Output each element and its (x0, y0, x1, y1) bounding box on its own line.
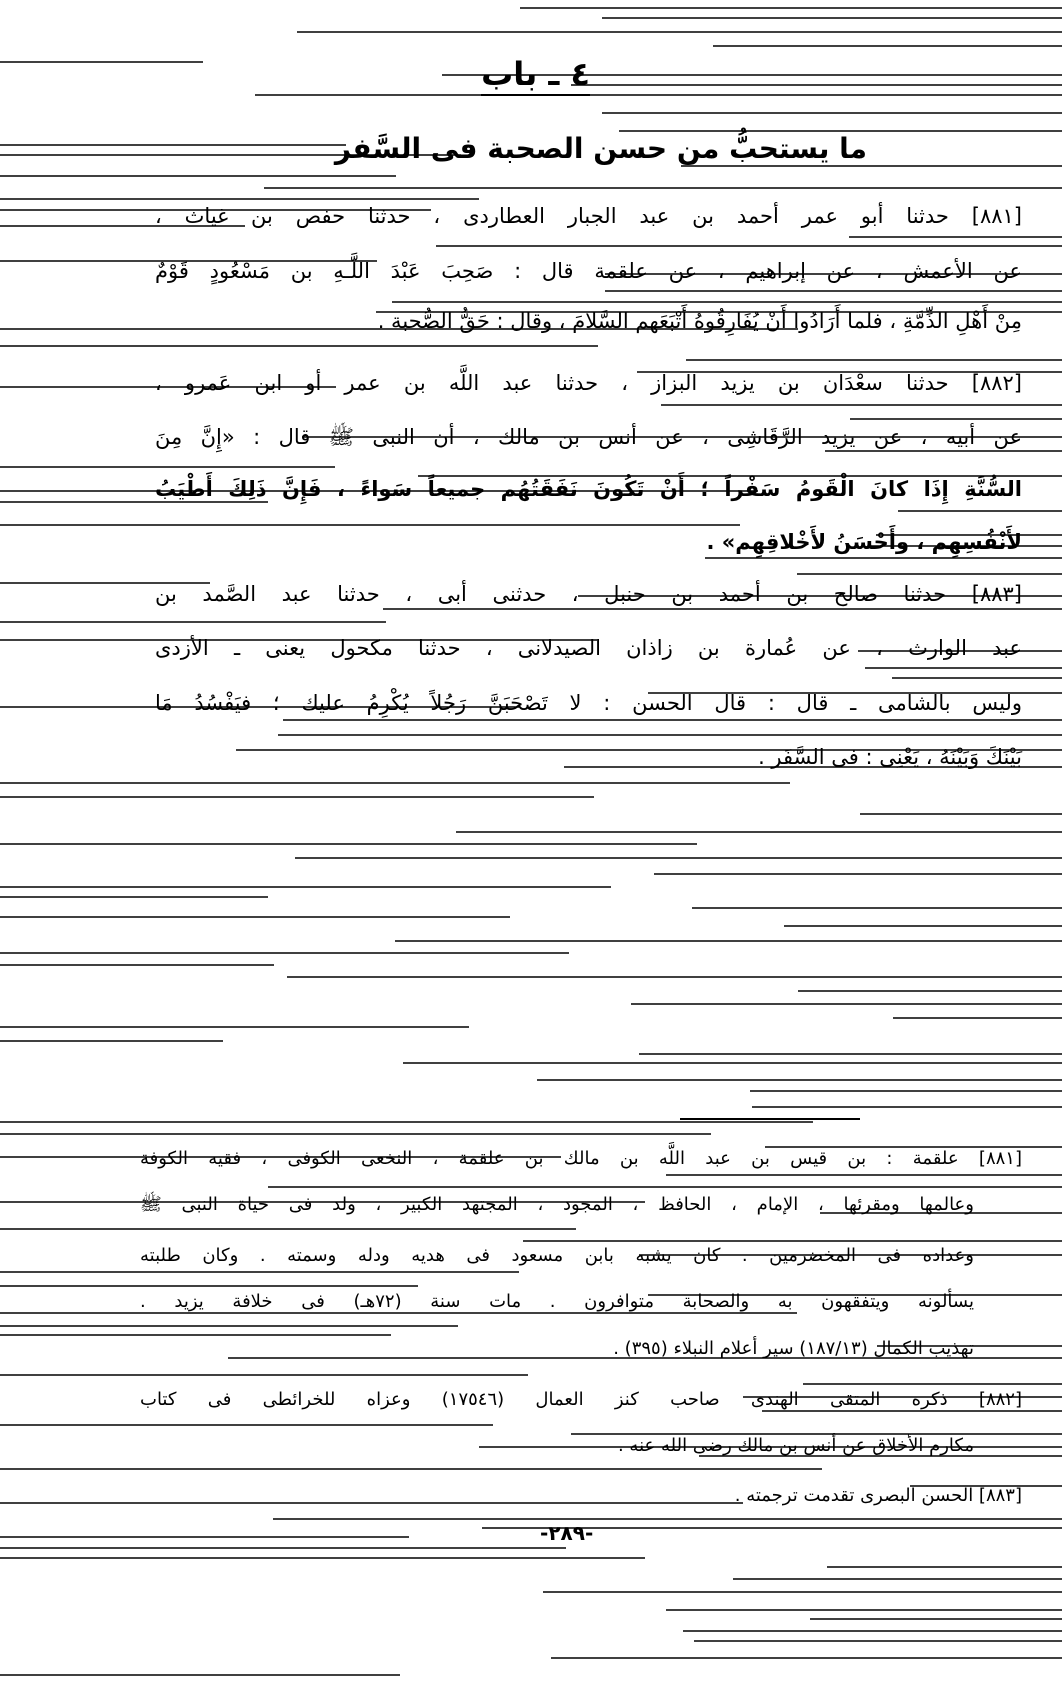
hadith-882-line-4: لأَنْفُسِهِم ، وأَحْسَنُ لأَخْلاقِهِم» . (706, 530, 1022, 554)
hadith-881-line-2: عن الأعمش ، عن إبراهيم ، عن علقمة قال : صَحِبَ عَبْدَ اللَّـهِ بن مَسْعُودٍ قَوْمٌ (155, 259, 1022, 283)
hadith-883-line-4: بَيْنَكَ وَبَيْنَهُ ، يَعْنِى : فى السَّفَر . (758, 745, 1022, 769)
footnote-881-line-1: [٨٨١] علقمة : بن قيس بن عبد اللَّه بن مالك بن علقمة ، النخعى الكوفى ، فقيه الكوفة (140, 1148, 1022, 1169)
hadith-881-line-3: مِنْ أَهْلِ الذِّمَّةِ ، فلما أَرَادُوا أَنْ يُفَارِقُوهُ أَتْبَعَهم السَّلامَ ، وقال : حَقُّ الصُّحبة . (377, 309, 1022, 333)
hadith-883-line-3: وليس بالشامى ـ قال : قال الحسن : لا تَصْحَبَنَّ رَجُلاً يُكْرِمُ عليك ؛ فيَفْسُدُ مَا (155, 691, 1022, 715)
section-title: ما يستحبُّ من حسن الصحبة فى السَّفر (334, 132, 867, 165)
hadith-881-line-1: [٨٨١] حدثنا أبو عمر أحمد بن عبد الجبار العطاردى ، حدثنا حفص بن غياث ، (155, 204, 1022, 228)
chapter-heading: ٤ ـ باب (481, 58, 590, 96)
hadith-882-line-2: عن أبيه ، عن يزيد الرَّقَاشِى ، عن أنس بن مالك ، أن النبى ﷺ قال : «إِنَّ مِنَ (155, 425, 1022, 449)
footnote-separator (680, 1118, 860, 1120)
footnote-883-line-1: [٨٨٣] الحسن البصرى تقدمت ترجمته . (734, 1485, 1022, 1506)
hadith-883-line-2: عبد الوارث ، عن عُمارة بن زاذان الصيدلانى ، حدثنا مكحول يعنى ـ الأزدى (155, 636, 1022, 660)
footnote-882-line-2: مكارم الأخلاق عن أنس بن مالك رضى الله عنه . (617, 1435, 974, 1456)
page-number: -٢٨٩- (540, 1521, 594, 1545)
footnote-881-line-4: يسألونه ويتفقهون به والصحابة متوافرون . مات سنة (٧٢هـ) فى خلافة يزيد . (140, 1291, 974, 1312)
hadith-882-line-3: السُّنَّةِ إِذَا كانَ الْقَومُ سَفْراً ؛ أَنْ تَكُونَ نَفَقَتُهُم جميعاً سَواءً ، فَإِنَّ ذَلِكَ أَطْيَبُ (155, 477, 1022, 501)
footnote-881-line-2: وعالمها ومقرئها ، الإمام ، الحافظ ، المجود ، المجتهد الكبير ، ولد فى حياة النبى ﷺ (140, 1194, 974, 1215)
hadith-882-line-1: [٨٨٢] حدثنا سعْدَان بن يزيد البزاز ، حدثنا عبد اللَّه بن عمر أو ابن عَمرو ، (155, 371, 1022, 395)
footnote-882-line-1: [٨٨٢] ذكره المتقى الهندى صاحب كنز العمال (١٧٥٤٦) وعزاه للخرائطى فى كتاب (140, 1389, 1022, 1410)
footnote-881-line-3: وعداده فى المخضرمين . كان يشبه بابن مسعود فى هديه ودله وسمته . وكان طلبته (140, 1245, 974, 1266)
footnote-881-line-5: تهذيب الكمال (١٨٧/١٣) سير أعلام النبلاء (٣٩٥) . (613, 1338, 974, 1359)
hadith-883-line-1: [٨٨٣] حدثنا صالح بن أحمد بن حنبل ، حدثنى أبى ، حدثنا عبد الصَّمد بن (155, 582, 1022, 606)
